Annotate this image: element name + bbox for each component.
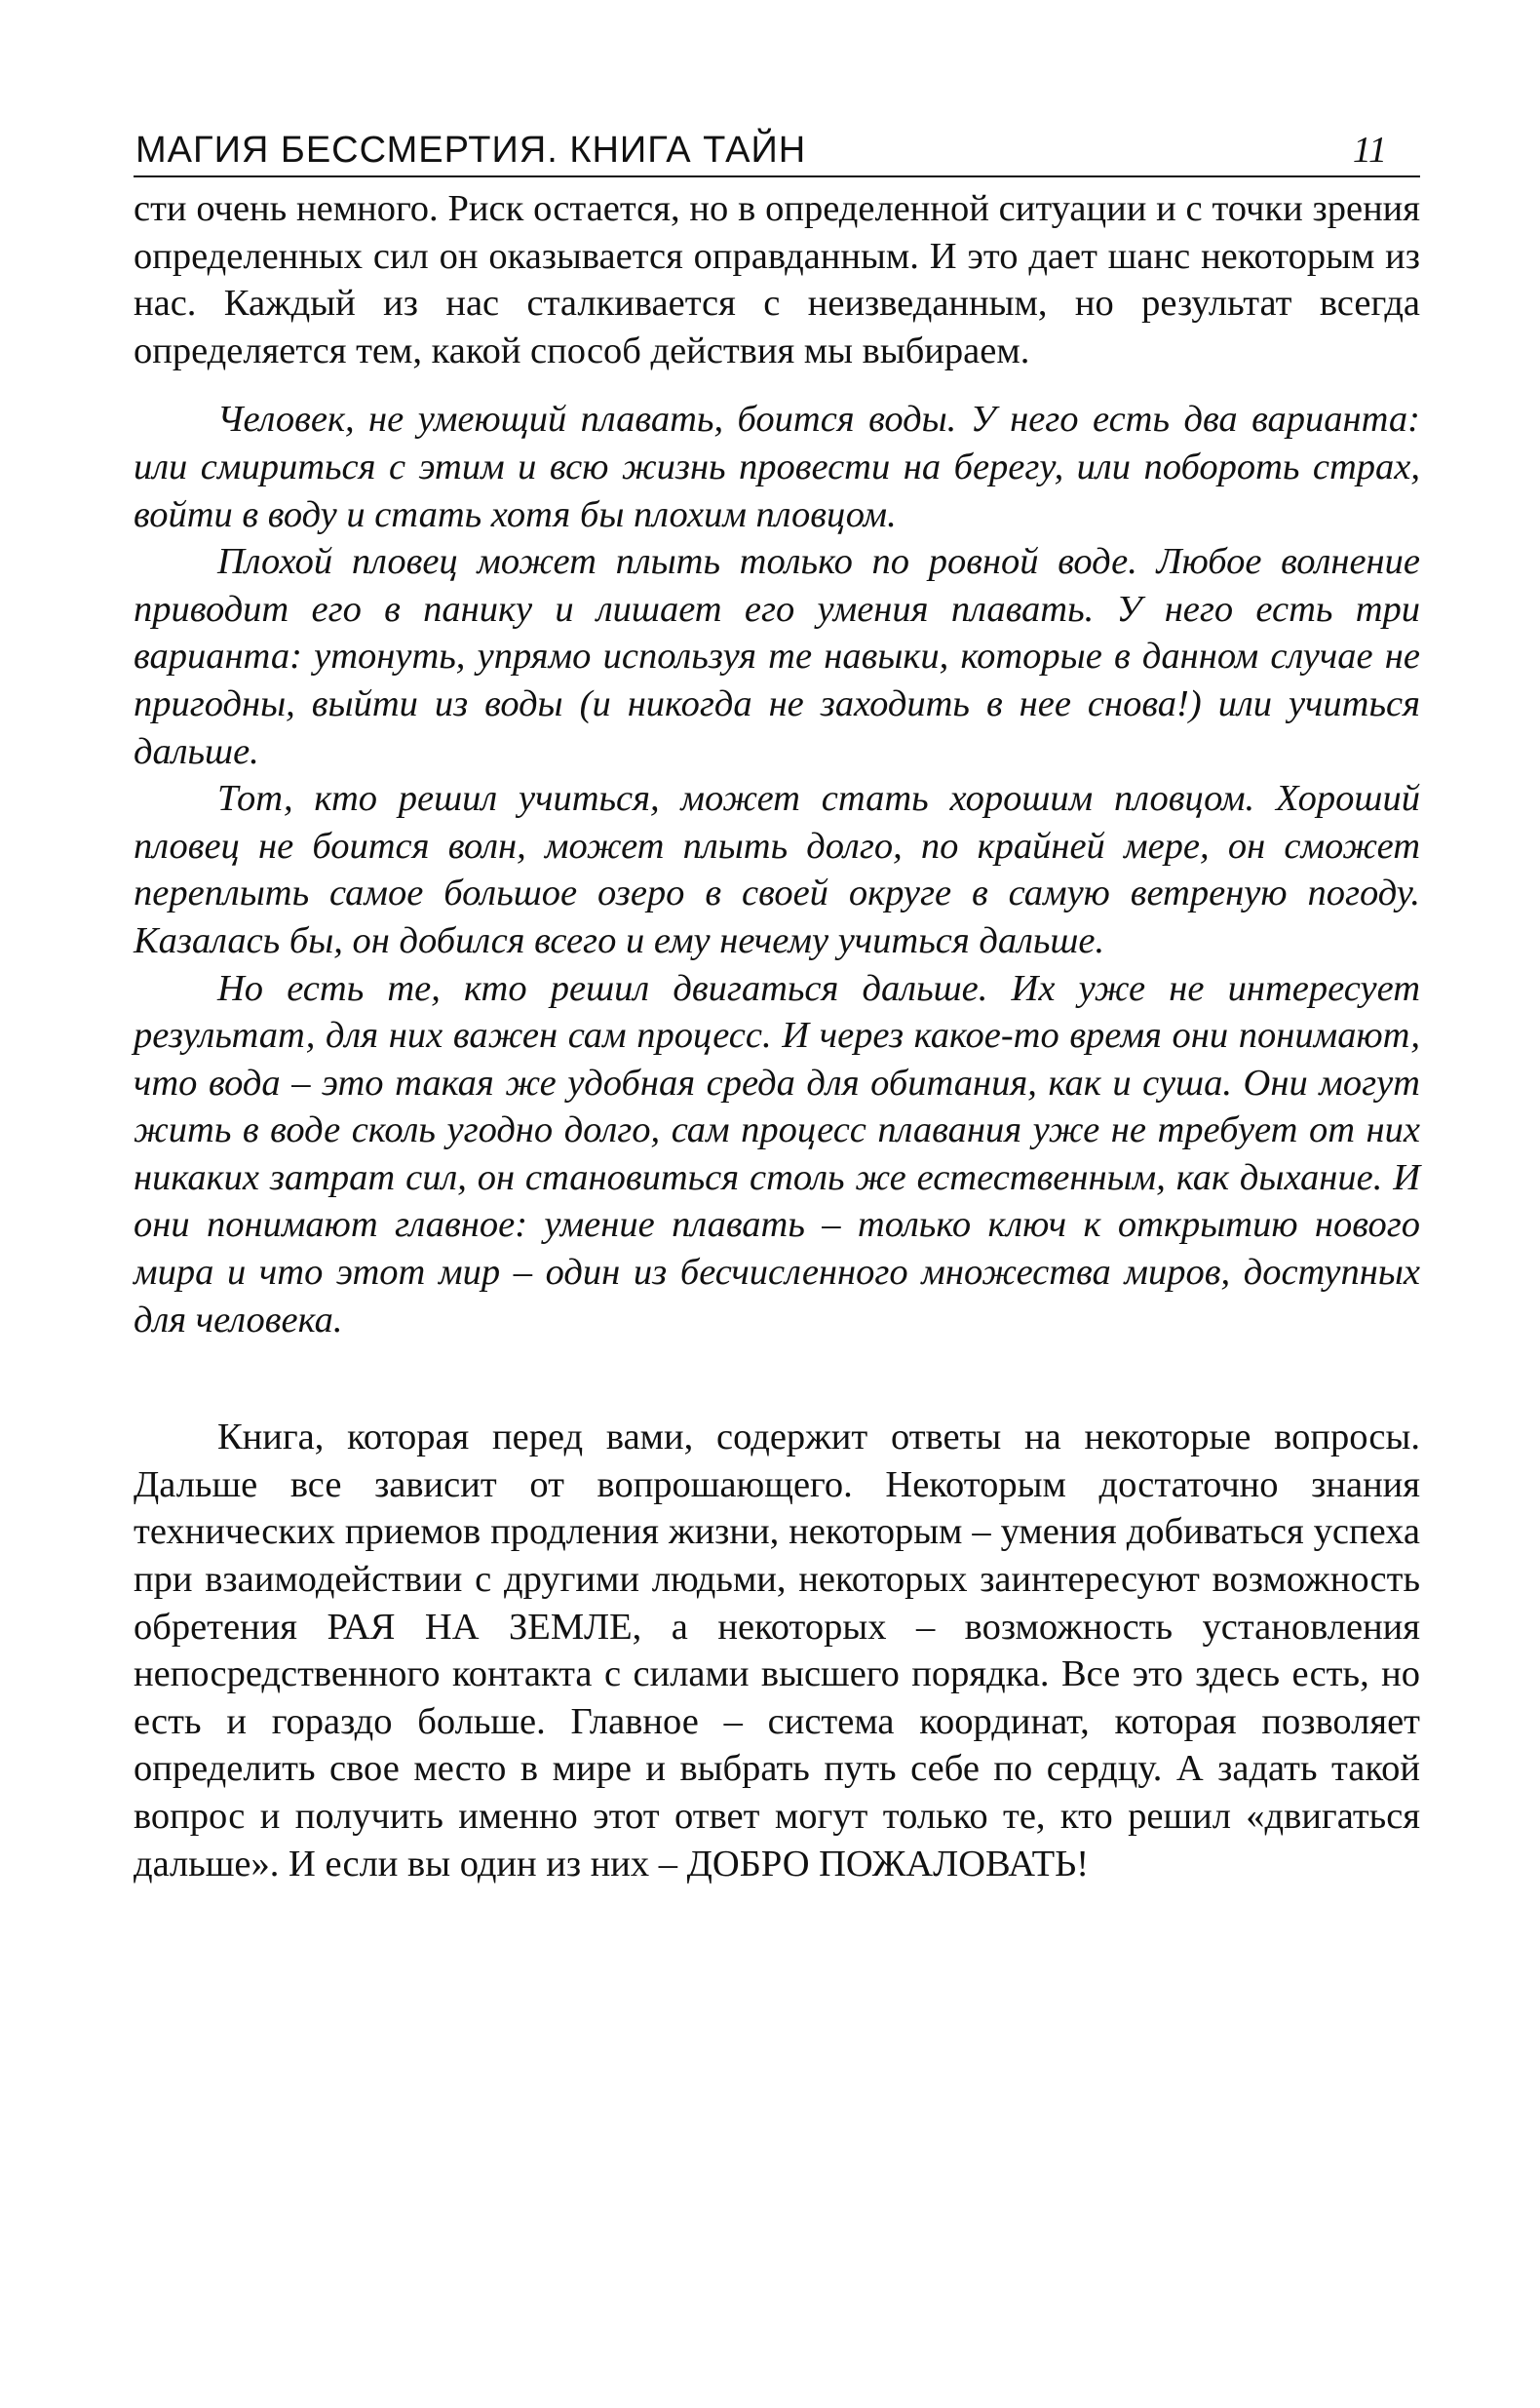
italic-paragraph-2: Плохой пловец может плыть только по ровной воде. Любое волнение приводит его в панику и лишает его умения плавать. У него есть три варианта: утонуть, упрямо используя те навыки, которые в данном случае не пригодны, выйти из воды (и никогда не заходить в нее снова!) или учиться дальше.	[134, 541, 1420, 772]
running-header-title: МАГИЯ БЕССМЕРТИЯ. КНИГА ТАЙН	[135, 130, 807, 171]
closing-paragraph: Книга, которая перед вами, содержит ответы на некоторые вопросы. Дальше все зависит от вопрошающего. Некоторым достаточно знания технических приемов продления жизни, некоторым – умения добиваться успеха при взаимодействии с другими людьми, некоторых заинтересуют возможность обретения РАЯ НА ЗЕМЛЕ, а некоторых – возможность установления непосредственного контакта с силами высшего порядка. Все это здесь есть, но есть и гораздо больше. Главное – система координат, которая позволяет определить свое место в мире и выбрать путь себе по сердцу. А задать такой вопрос и получить именно этот ответ могут только те, кто решил «двигаться дальше». И если вы один из них – ДОБРО ПОЖАЛОВАТЬ!	[134, 1417, 1420, 1884]
italic-paragraph-3: Тот, кто решил учиться, может стать хорошим пловцом. Хороший пловец не боится волн, может плыть долго, по крайней мере, он сможет переплыть самое большое озеро в своей округе в самую ветреную погоду. Казалась бы, он добился всего и ему нечему учиться дальше.	[134, 778, 1420, 961]
italic-paragraph-4: Но есть те, кто решил двигаться дальше. Их уже не интересует результат, для них важен сам процесс. И через какое-то время они понимают, что вода – это такая же удобная среда для обитания, как и суша. Они могут жить в воде сколь угодно долго, сам процесс плавания уже не требует от них никаких затрат сил, он становиться столь же естественным, как дыхание. И они понимают главное: умение плавать – только ключ к открытию нового мира и что этот мир – один из бесчисленного множества миров, доступных для человека.	[134, 967, 1420, 1340]
page-body	[134, 185, 1420, 1887]
italic-parable	[134, 396, 1420, 1343]
page-number: 11	[1352, 130, 1387, 171]
running-header	[134, 125, 1420, 177]
italic-paragraph-1: Человек, не умеющий плавать, боится воды. У него есть два варианта: или смириться с этим и всю жизнь провести на берегу, или побороть страх, войти в воду и стать хотя бы плохим пловцом.	[134, 399, 1420, 535]
intro-paragraph: сти очень немного. Риск остается, но в определенной ситуации и с точки зрения определенных сил он оказывается оправданным. И это дает шанс некоторым из нас. Каждый из нас сталкивается с неизведанным, но результат всегда определяется тем, какой способ действия мы выбираем.	[134, 188, 1420, 371]
